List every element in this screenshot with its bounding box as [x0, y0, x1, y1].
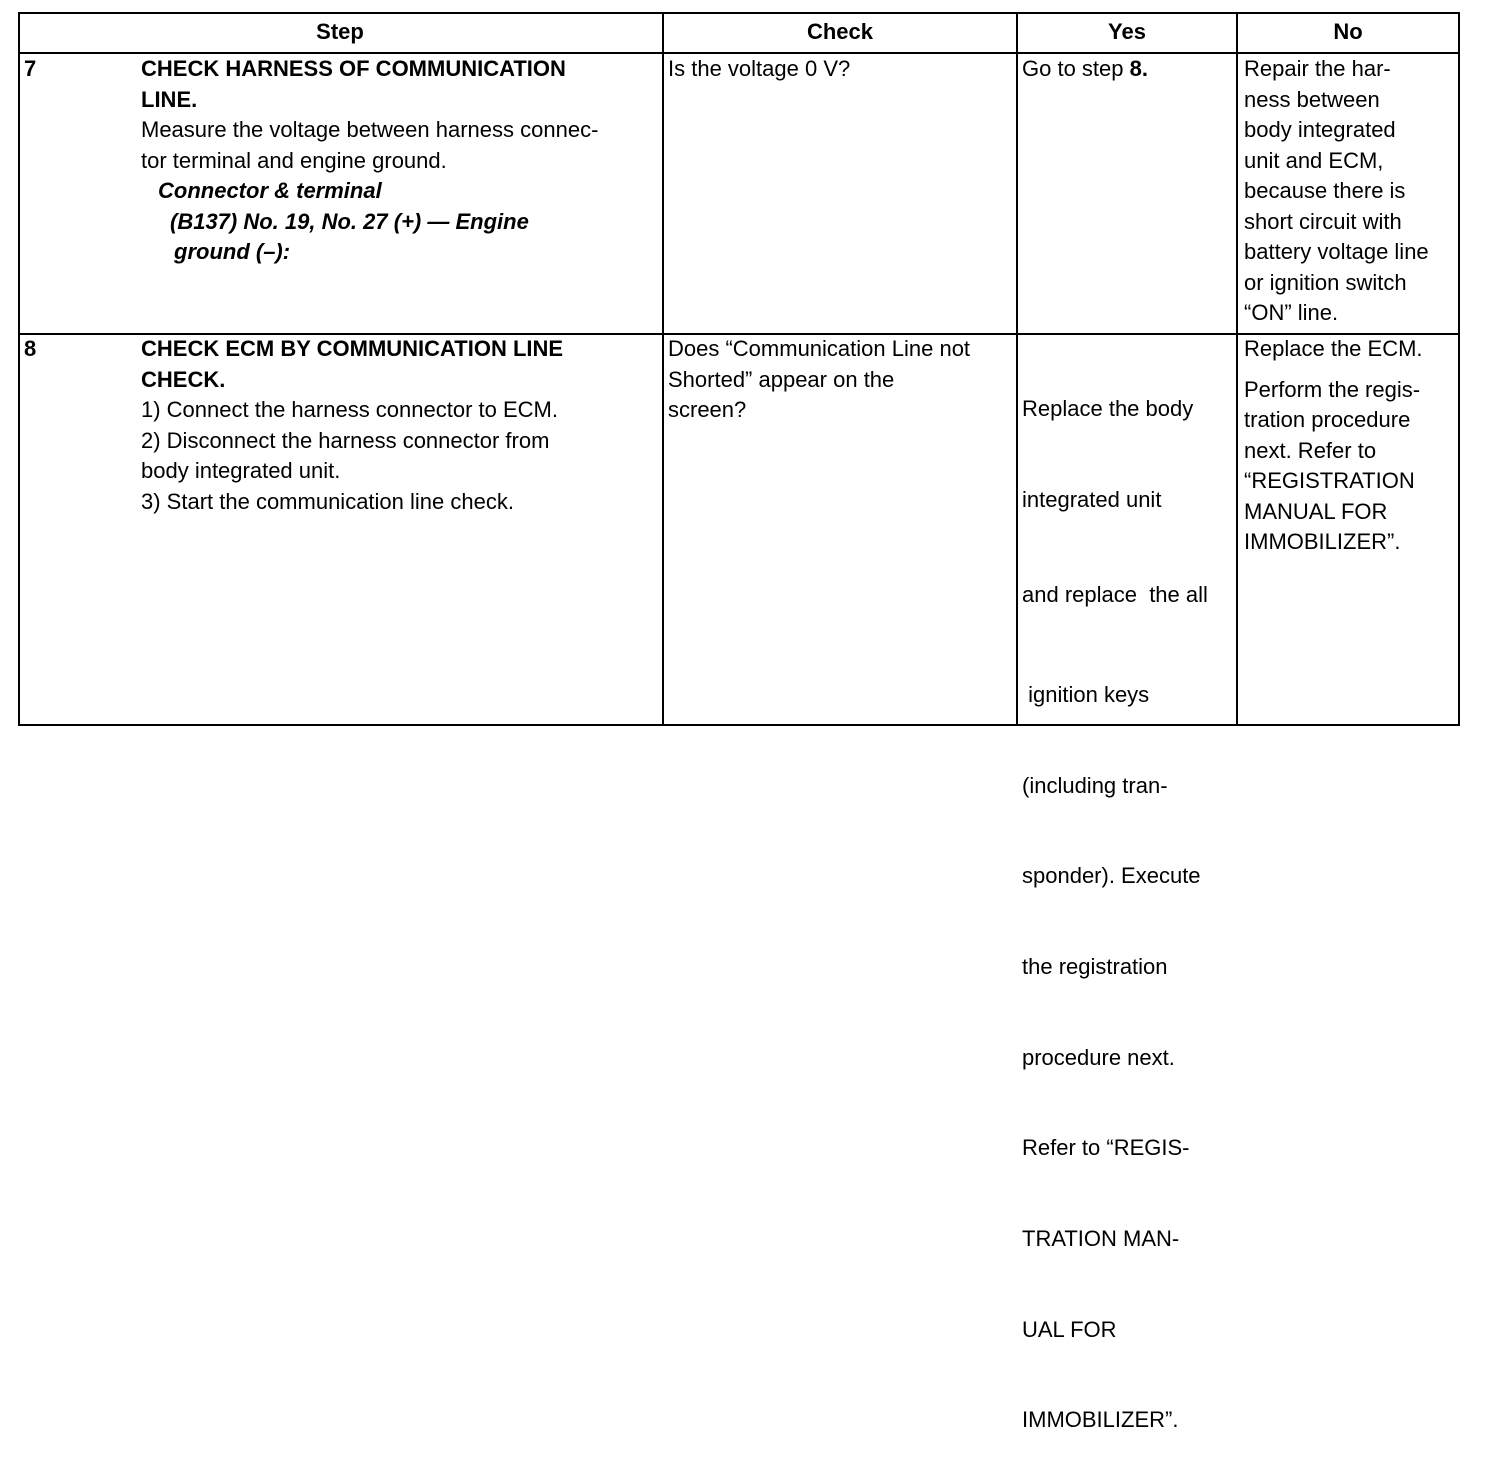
step-7-no-line: “ON” line.: [1244, 300, 1339, 325]
step-7-no-line: ness between: [1244, 86, 1380, 112]
step-number-7: 7: [24, 56, 37, 81]
step-7-no-line: battery voltage line: [1244, 239, 1429, 264]
step-8-check: [668, 334, 1013, 426]
step-7-no-line: short circuit with: [1244, 208, 1402, 234]
step-8-no-line: tration procedure: [1244, 407, 1411, 432]
step-8-instruction: 2) Disconnect the harness connector from: [141, 427, 550, 453]
header-check: Check: [806, 19, 874, 44]
step-8-yes-line: Replace the body: [1022, 396, 1194, 422]
step-8-title-line: CHECK.: [141, 366, 226, 392]
step-7-no-line: because there is: [1244, 178, 1406, 203]
step-8-no-line: MANUAL FOR: [1244, 498, 1388, 524]
step-7-yes-text: Go to step: [1022, 56, 1130, 81]
column-divider-no: [1236, 12, 1238, 726]
step-7-no-line: body integrated: [1244, 117, 1396, 142]
step-7-content: [141, 54, 661, 268]
step-7-yes-step: 8.: [1129, 56, 1148, 81]
header-step: Step: [316, 19, 364, 44]
step-8-yes-line: the registration: [1022, 954, 1168, 980]
step-8-yes-line: TRATION MAN-: [1022, 1225, 1180, 1251]
header-no: No: [1333, 19, 1363, 44]
step-8-yes: [1022, 334, 1236, 1468]
step-7-no: [1244, 54, 1458, 329]
step-8-yes-line: (including tran-: [1022, 772, 1168, 798]
connector-terminal-label: Connector & terminal: [158, 178, 382, 203]
step-number-8: 8: [24, 336, 37, 361]
connector-terminal-spec: ground (–):: [174, 239, 291, 264]
step-8-no-line: IMMOBILIZER”.: [1244, 529, 1401, 554]
step-8-yes-line: integrated unit: [1022, 487, 1162, 513]
step-8-yes-line: Refer to “REGIS-: [1022, 1135, 1190, 1161]
step-8-yes-line: and replace the all: [1022, 581, 1208, 607]
column-divider-check: [662, 12, 664, 726]
step-7-title-line: CHECK HARNESS OF COMMUNICATION: [141, 56, 566, 81]
step-7-no-line: unit and ECM,: [1244, 147, 1384, 173]
step-8-content: [141, 334, 661, 517]
step-7-check: Is the voltage 0 V?: [668, 56, 851, 81]
step-8-no: [1244, 334, 1458, 558]
step-8-no-line: “REGISTRATION: [1244, 468, 1415, 493]
step-8-no-line: Perform the regis-: [1244, 376, 1421, 402]
step-8-yes-line: sponder). Execute: [1022, 863, 1201, 889]
step-8-check-line: Does “Communication Line not: [668, 336, 971, 361]
header-yes: Yes: [1108, 19, 1146, 44]
connector-terminal-spec: (B137) No. 19, No. 27 (+) — Engine: [170, 208, 529, 234]
step-7-body-line: Measure the voltage between harness connec-: [141, 117, 599, 142]
step-8-no-line: next. Refer to: [1244, 437, 1377, 463]
step-8-instruction: body integrated unit.: [141, 458, 341, 483]
table-left-border: [18, 12, 20, 726]
step-8-instruction: 3) Start the communication line check.: [141, 488, 514, 514]
table-right-border: [1458, 12, 1460, 726]
step-7-body-line: tor terminal and engine ground.: [141, 147, 447, 173]
troubleshooting-table: [18, 12, 1460, 1433]
step-8-check-line: Shorted” appear on the: [668, 366, 895, 392]
step-7-yes: [1022, 54, 1234, 85]
step-7-no-line: Repair the har-: [1244, 56, 1391, 81]
column-divider-yes: [1016, 12, 1018, 726]
step-8-yes-line: UAL FOR: [1022, 1316, 1117, 1342]
step-8-yes-line: ignition keys: [1022, 682, 1150, 708]
table-bottom-border: [18, 724, 1460, 726]
step-7-title-line: LINE.: [141, 86, 198, 112]
step-8-instruction: 1) Connect the harness connector to ECM.: [141, 397, 558, 422]
step-8-check-line: screen?: [668, 397, 747, 422]
step-7-no-line: or ignition switch: [1244, 269, 1407, 295]
step-8-yes-line: procedure next.: [1022, 1044, 1175, 1070]
step-8-title-line: CHECK ECM BY COMMUNICATION LINE: [141, 336, 564, 361]
step-8-no-first: Replace the ECM.: [1244, 336, 1423, 361]
step-8-yes-line: IMMOBILIZER”.: [1022, 1407, 1179, 1433]
